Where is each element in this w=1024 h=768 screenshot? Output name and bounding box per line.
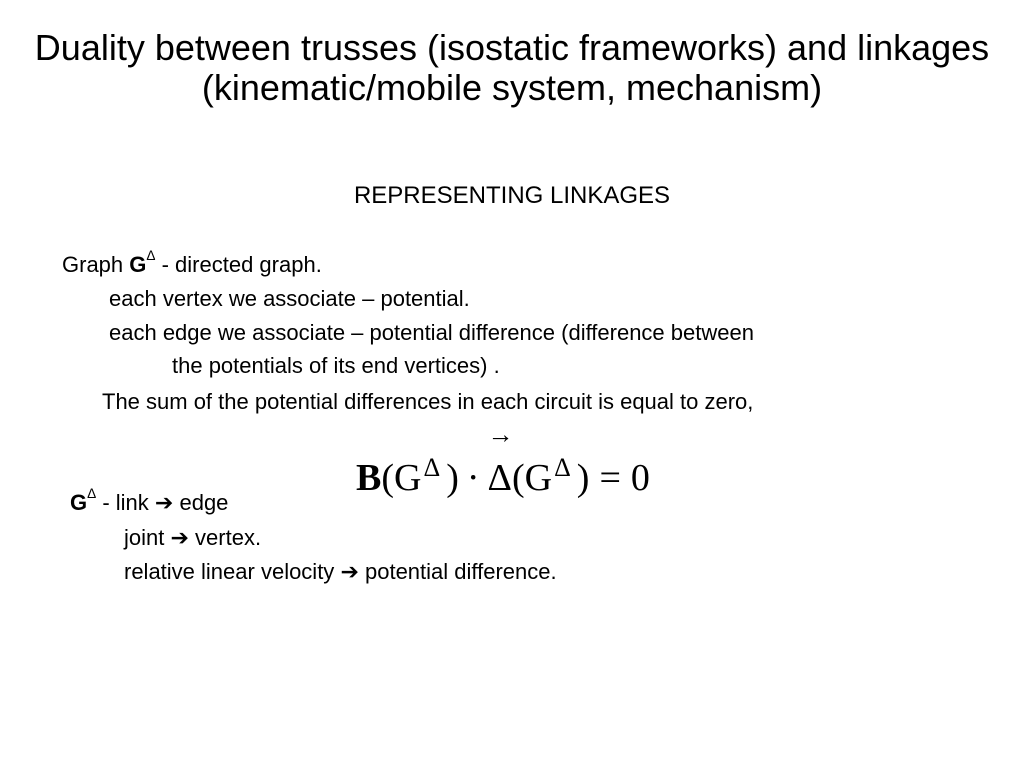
joint-vertex-line: [124, 525, 261, 551]
graph-definition-line: [62, 247, 322, 278]
vertex-potential-line: each vertex we associate – potential.: [109, 286, 470, 311]
mapping-graph-symbol: G: [70, 490, 88, 515]
arrow-right-icon: ➔: [170, 525, 189, 550]
section-heading: REPRESENTING LINKAGES: [353, 182, 671, 209]
formula-equals: =: [599, 457, 621, 499]
formula-rhs: 0: [630, 457, 650, 499]
formula-close-2: ): [576, 457, 590, 499]
graph-prefix: Graph: [62, 252, 130, 277]
arrow-right-icon: ➔: [340, 559, 359, 584]
formula-close-1: ): [446, 457, 459, 499]
vector-arrow-icon: →: [487, 420, 514, 449]
edge-potential-line-1: each edge we associate – potential difference (difference between: [109, 320, 754, 345]
edge-potential-line-2: the potentials of its end vertices) .: [172, 353, 500, 378]
formula-vector-delta: [487, 420, 514, 508]
link-prefix: - link: [96, 490, 155, 515]
link-edge-line: [70, 485, 229, 516]
velocity-prefix: relative linear velocity: [124, 559, 341, 584]
mapping-delta-superscript: Δ: [87, 485, 97, 501]
formula-vector-delta-symbol: Δ: [487, 457, 512, 499]
velocity-potential-line: [124, 559, 557, 585]
joint-target: vertex.: [188, 525, 262, 550]
formula-delta-superscript-2: Δ: [554, 453, 571, 482]
formula-dot: ·: [466, 457, 480, 499]
arrow-right-icon: ➔: [154, 490, 174, 515]
link-target: edge: [173, 490, 229, 515]
formula-delta-superscript-1: Δ: [423, 453, 441, 482]
formula-open-2: (G: [511, 457, 553, 499]
joint-prefix: joint: [124, 525, 171, 550]
graph-symbol: G: [129, 252, 147, 277]
graph-delta-superscript: Δ: [146, 247, 156, 263]
velocity-target: potential difference.: [358, 559, 557, 584]
slide-title: Duality between trusses (isostatic frameworks) and linkages (kinematic/mobile system, mechanism): [34, 27, 990, 108]
formula-b: B: [356, 457, 382, 499]
formula-open-1: (G: [381, 457, 422, 499]
graph-suffix: - directed graph.: [155, 252, 322, 277]
circuit-sum-line: The sum of the potential differences in each circuit is equal to zero,: [102, 389, 754, 414]
circuit-equation: [356, 420, 686, 508]
